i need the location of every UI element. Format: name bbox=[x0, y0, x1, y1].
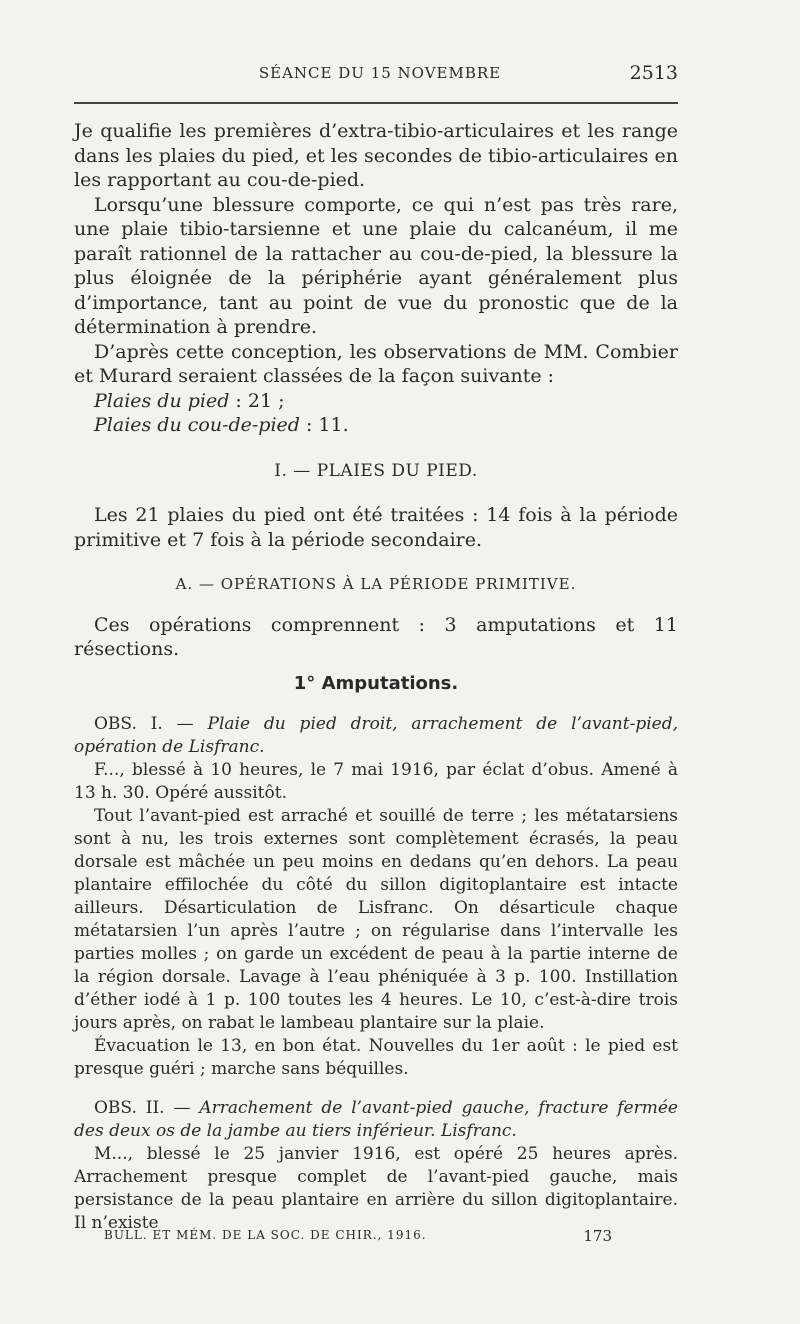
observation-heading: Arrachement de l’avant-pied gauche, fracture fermée des deux os de la jambe au tiers inférieur. Lisfranc. bbox=[74, 1098, 678, 1141]
list-item-label: Plaies du cou-de-pied bbox=[94, 414, 300, 436]
page-number: 2513 bbox=[629, 62, 678, 84]
paragraph: D’après cette conception, les observations de MM. Combier et Murard seraient classées de la façon suivante : bbox=[74, 340, 678, 387]
section-heading: I. — PLAIES DU PIED. bbox=[274, 460, 478, 481]
paragraph: M..., blessé le 25 janvier 1916, est opéré 25 heures après. Arrachement presque complet de l’avant-pied gauche, mais persistance de la peau plantaire en arrière du sillon digitoplantaire. Il n’existe bbox=[74, 1144, 678, 1233]
observation-heading: Plaie du pied droit, arrachement de l’avant-pied, opération de Lisfranc. bbox=[74, 714, 678, 757]
paragraph: F..., blessé à 10 heures, le 7 mai 1916, par éclat d’obus. Amené à 13 h. 30. Opéré aussitôt. bbox=[74, 760, 678, 803]
subsubsection-heading: 1° Amputations. bbox=[293, 672, 459, 694]
paragraph: Lorsqu’une blessure comporte, ce qui n’est pas très rare, une plaie tibio-tarsienne et une plaie du calcanéum, il me paraît rationnel de la rattacher au cou-de-pied, la blessure la plus éloignée de la périphérie ayant généralement plus d’importance, tant au point de vue du pronostic que de la détermination à prendre. bbox=[74, 193, 678, 338]
paragraph: Tout l’avant-pied est arraché et souillé de terre ; les métatarsiens sont à nu, les trois externes sont complètement écrasés, la peau dorsale est mâchée un peu moins en dedans qu’en dehors. La peau plantaire effilochée du côté du sillon digitoplantaire est intacte ailleurs. Désarticulation de Lisfranc. On désarticule chaque métatarsien l’un après l’autre ; on régularise dans l’intervalle les parties molles ; on garde un excédent de peau à la partie interne de la région dorsale. Lavage à l’eau phéniquée à 3 p. 100. Instillation d’éther iodé à 1 p. 100 toutes les 4 heures. Le 10, c’est-à-dire trois jours après, on rabat le lambeau plantaire sur la plaie. bbox=[74, 806, 678, 1033]
spacer bbox=[74, 1081, 678, 1097]
observation-label: OBS. II. — bbox=[94, 1098, 200, 1118]
list-item-value: : 21 ; bbox=[229, 389, 285, 412]
list-item bbox=[74, 389, 678, 414]
observation-label: OBS. I. — bbox=[94, 714, 208, 734]
observation-2 bbox=[74, 1097, 678, 1235]
observation-title bbox=[74, 713, 678, 759]
header-rule bbox=[74, 102, 678, 104]
subsection-heading: A. — OPÉRATIONS À LA PÉRIODE PRIMITIVE. bbox=[175, 575, 577, 593]
footer-journal: BULL. ET MÉM. DE LA SOC. DE CHIR., 1916. bbox=[104, 1228, 427, 1242]
observation-title bbox=[74, 1097, 678, 1143]
list-item-value: : 11. bbox=[299, 414, 349, 436]
paragraph: Les 21 plaies du pied ont été traitées : 14 fois à la période primitive et 7 fois à la période secondaire. bbox=[74, 504, 678, 551]
paragraph: Évacuation le 13, en bon état. Nouvelles du 1er août : le pied est presque guéri ; marche sans béquilles. bbox=[74, 1036, 678, 1079]
observation-1 bbox=[74, 713, 678, 1081]
running-header-title: SÉANCE DU 15 NOVEMBRE bbox=[258, 64, 502, 82]
paragraph: Je qualifie les premières d’extra-tibio-articulaires et les range dans les plaies du pied, et les secondes de tibio-articulaires en les rapportant au cou-de-pied. bbox=[74, 120, 678, 191]
list-item-label: Plaies du pied bbox=[94, 389, 230, 412]
list-item bbox=[74, 413, 678, 438]
body-text bbox=[74, 119, 678, 1235]
footer-signature: 173 bbox=[583, 1227, 612, 1245]
paragraph: Ces opérations comprennent : 3 amputations et 11 résections. bbox=[74, 613, 678, 660]
